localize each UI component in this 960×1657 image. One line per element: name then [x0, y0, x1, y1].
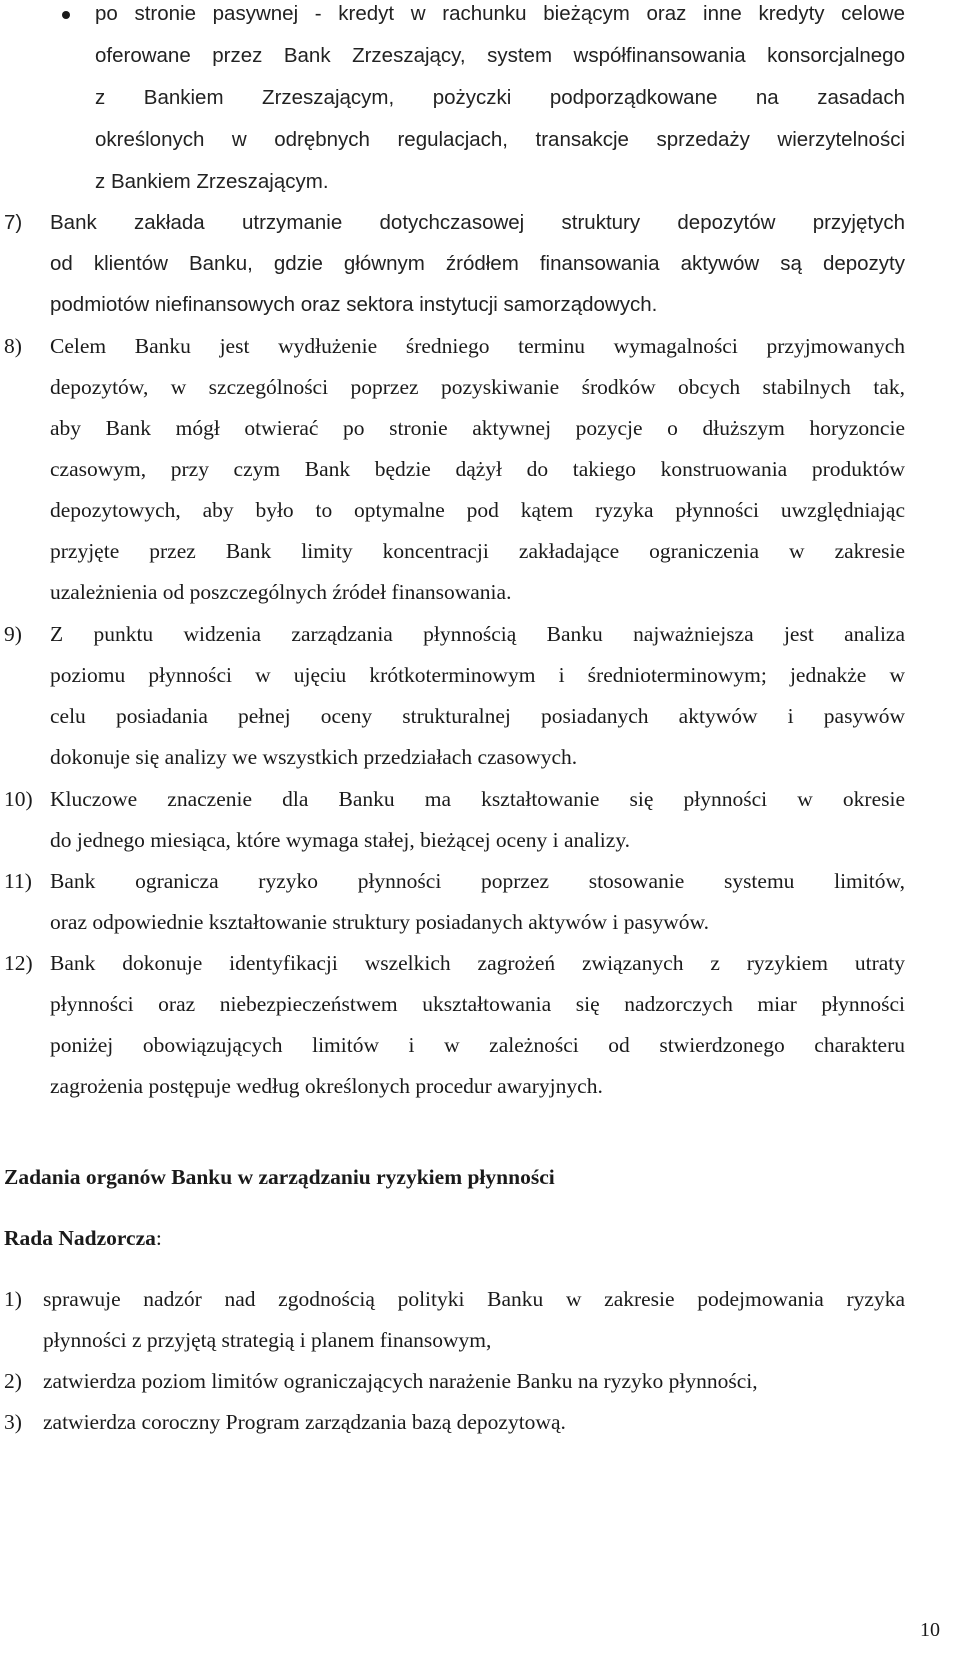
text-line: od klientów Banku, gdzie głównym źródłem finansowania aktywów są depozyty	[50, 252, 905, 275]
text-line: Kluczowe znaczenie dla Banku ma kształtowanie się płynności w okresie	[50, 787, 905, 811]
item-number: 8)	[4, 334, 22, 358]
text-line: Z punktu widzenia zarządzania płynnością Banku najważniejsza jest analiza	[50, 622, 905, 646]
text-line: przyjęte przez Bank limity koncentracji zakładające ograniczenia w zakresie	[50, 539, 905, 563]
page-number: 10	[920, 1619, 940, 1641]
text-line: celu posiadania pełnej oceny strukturalnej posiadanych aktywów i pasywów	[50, 704, 905, 728]
section-heading: Zadania organów Banku w zarządzaniu ryzykiem płynności	[4, 1165, 555, 1189]
text-line: sprawuje nadzór nad zgodnością polityki Banku w zakresie podejmowania ryzyka	[43, 1287, 905, 1311]
text-line: dokonuje się analizy we wszystkich przedziałach czasowych.	[50, 745, 578, 769]
text-line: czasowym, przy czym Bank będzie dążył do takiego konstruowania produktów	[50, 457, 905, 481]
item-number: 9)	[4, 622, 22, 646]
text-line: zagrożenia postępuje według określonych procedur awaryjnych.	[50, 1074, 603, 1098]
subsection-title-text: Rada Nadzorcza	[4, 1226, 156, 1250]
item-number: 2)	[4, 1369, 22, 1393]
item-number: 11)	[4, 869, 32, 893]
text-line: oferowane przez Bank Zrzeszający, system współfinansowania konsorcjalnego	[95, 44, 905, 67]
item-number: 12)	[4, 951, 33, 975]
text-line: Bank ogranicza ryzyko płynności poprzez stosowanie systemu limitów,	[50, 869, 905, 893]
text-line: Celem Banku jest wydłużenie średniego terminu wymagalności przyjmowanych	[50, 334, 905, 358]
text-line: płynności z przyjętą strategią i planem finansowym,	[43, 1328, 492, 1352]
text-line: określonych w odrębnych regulacjach, transakcje sprzedaży wierzytelności	[95, 128, 905, 151]
text-line: Bank zakłada utrzymanie dotychczasowej struktury depozytów przyjętych	[50, 211, 905, 234]
subsection-title	[4, 1228, 162, 1250]
text-line: depozytów, w szczególności poprzez pozyskiwanie środków obcych stabilnych tak,	[50, 375, 905, 399]
text-line: poniżej obowiązujących limitów i w zależności od stwierdzonego charakteru	[50, 1033, 905, 1057]
text-line: uzależnienia od poszczególnych źródeł finansowania.	[50, 580, 512, 604]
text-line: do jednego miesiąca, które wymaga stałej, bieżącej oceny i analizy.	[50, 828, 631, 852]
item-number: 10)	[4, 787, 33, 811]
text-line: poziomu płynności w ujęciu krótkoterminowym i średnioterminowym; jednakże w	[50, 663, 905, 687]
text-line: Bank dokonuje identyfikacji wszelkich zagrożeń związanych z ryzykiem utraty	[50, 951, 905, 975]
text-line: oraz odpowiednie kształtowanie struktury posiadanych aktywów i pasywów.	[50, 910, 709, 934]
text-line: po stronie pasywnej - kredyt w rachunku bieżącym oraz inne kredyty celowe	[95, 2, 905, 25]
text-line: z Bankiem Zrzeszającym, pożyczki podporządkowane na zasadach	[95, 86, 905, 109]
item-number: 1)	[4, 1287, 22, 1311]
bullet-icon	[62, 11, 70, 19]
text-line: z Bankiem Zrzeszającym.	[95, 170, 329, 193]
text-line: podmiotów niefinansowych oraz sektora instytucji samorządowych.	[50, 293, 658, 316]
subsection-suffix: :	[155, 1226, 162, 1250]
text-line: zatwierdza coroczny Program zarządzania bazą depozytową.	[43, 1410, 566, 1434]
text-line: zatwierdza poziom limitów ograniczających narażenie Banku na ryzyko płynności,	[43, 1369, 758, 1393]
text-line: depozytowych, aby było to optymalne pod kątem ryzyka płynności uwzględniając	[50, 498, 905, 522]
item-number: 7)	[4, 211, 23, 234]
item-number: 3)	[4, 1410, 22, 1434]
text-line: aby Bank mógł otwierać po stronie aktywnej pozycje o dłuższym horyzoncie	[50, 416, 905, 440]
text-line: płynności oraz niebezpieczeństwem ukształtowania się nadzorczych miar płynności	[50, 992, 905, 1016]
